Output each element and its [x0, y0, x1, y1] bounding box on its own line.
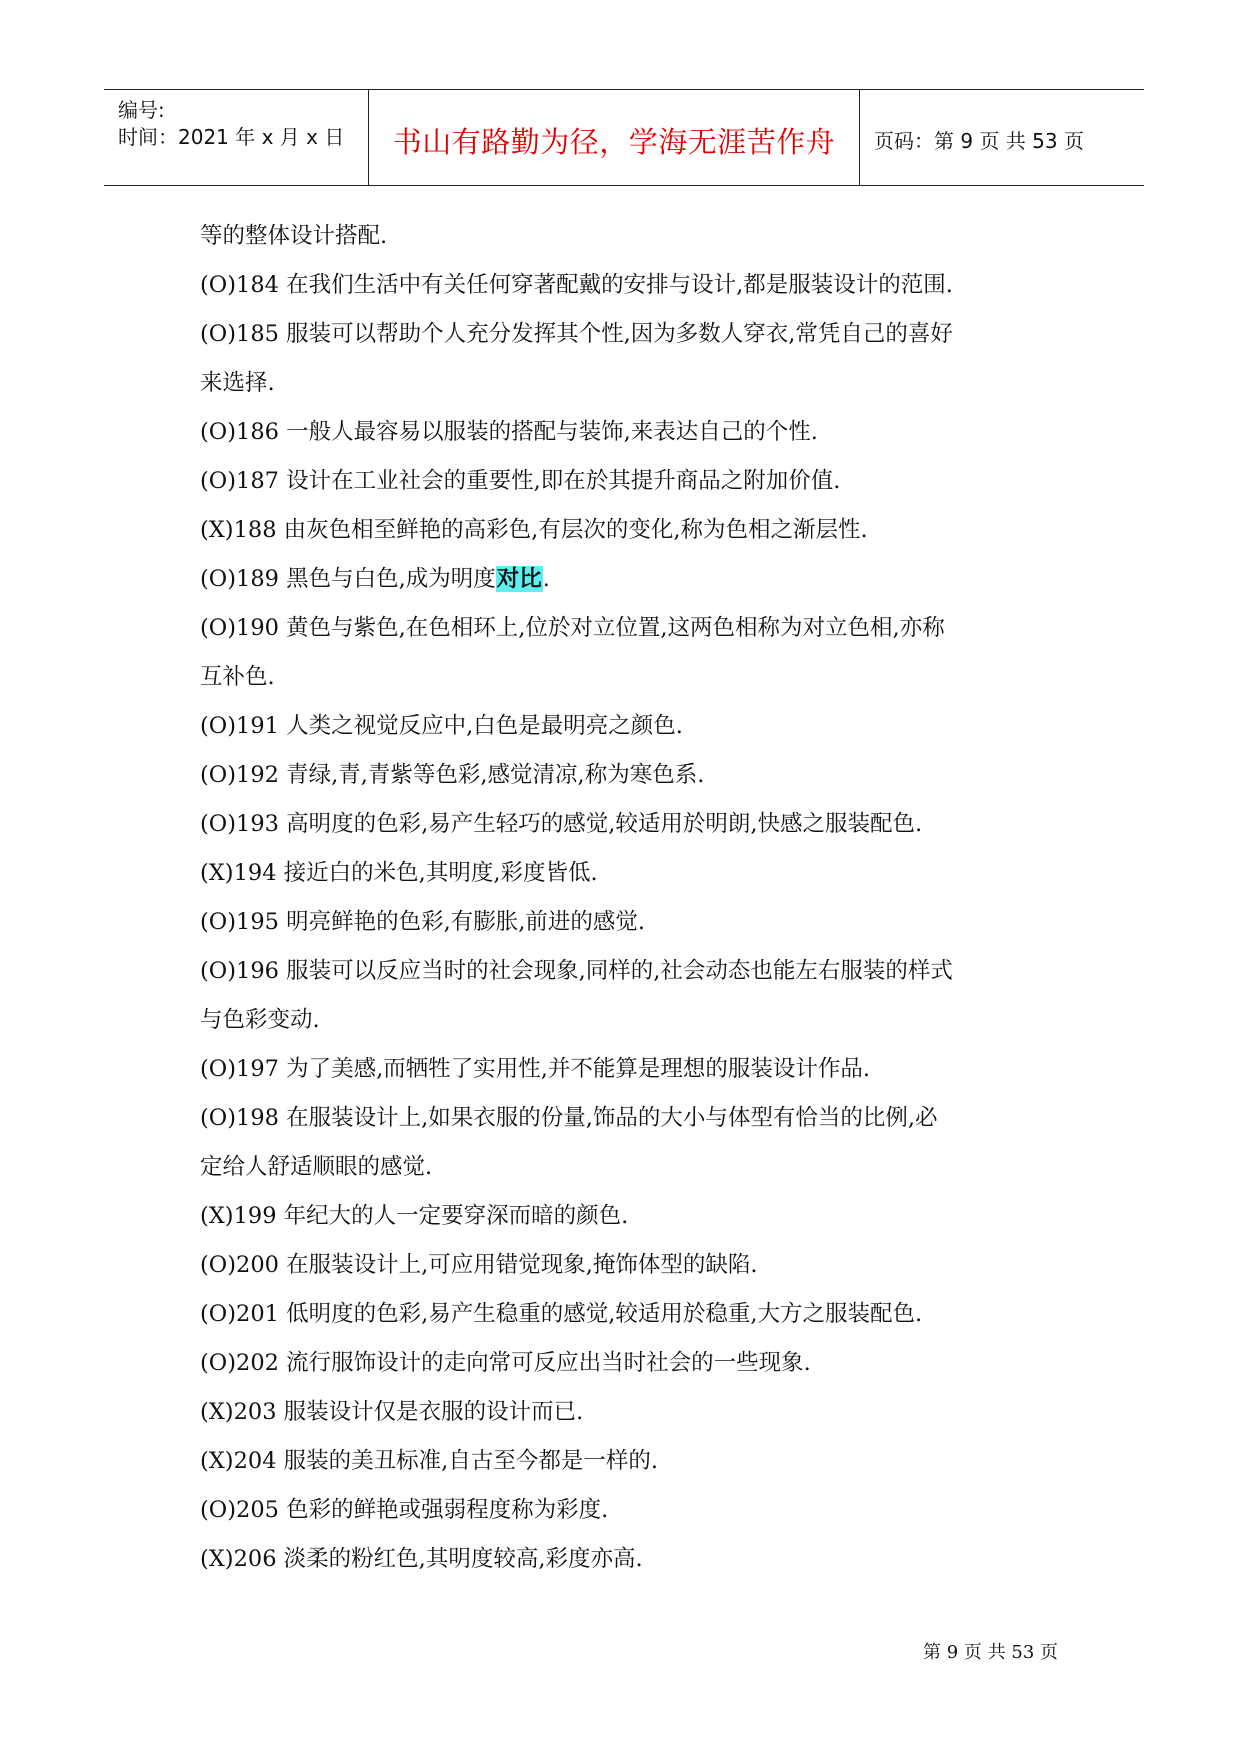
line-text: (O)184 在我们生活中有关任何穿著配戴的安排与设计,都是服装设计的范围. — [200, 272, 953, 298]
text-line — [200, 849, 1060, 898]
text-line — [200, 800, 1060, 849]
text-line — [200, 1094, 1060, 1143]
motto-text: 书山有路勤为径，学海无涯苦作舟 — [392, 125, 836, 159]
document-body — [200, 212, 1060, 1584]
text-line — [200, 555, 1060, 604]
text-line — [200, 947, 1060, 996]
line-text: (O)205 色彩的鲜艳或强弱程度称为彩度. — [200, 1497, 609, 1523]
line-text: (O)196 服装可以反应当时的社会现象,同样的,社会动态也能左右服装的样式 — [200, 958, 953, 984]
text-line — [200, 359, 1060, 408]
text-line — [200, 1339, 1060, 1388]
document-number-label: 编号: — [118, 98, 165, 122]
line-text: 与色彩变动. — [200, 1007, 320, 1033]
header-middle-cell — [368, 90, 860, 185]
text-line — [200, 1437, 1060, 1486]
line-text: 定给人舒适顺眼的感觉. — [200, 1154, 433, 1180]
text-line — [200, 506, 1060, 555]
line-text: (O)191 人类之视觉反应中,白色是最明亮之颜色. — [200, 713, 683, 739]
line-text: (O)190 黄色与紫色,在色相环上,位於对立位置,这两色相称为对立色相,亦称 — [200, 615, 945, 641]
line-text: (O)192 青绿,青,青紫等色彩,感觉清凉,称为寒色系. — [200, 762, 705, 788]
line-text: 来选择. — [200, 370, 275, 396]
text-line — [200, 702, 1060, 751]
text-line — [200, 1535, 1060, 1584]
text-line — [200, 898, 1060, 947]
line-text: (X)203 服装设计仅是衣服的设计而已. — [200, 1399, 584, 1425]
line-text: (O)200 在服装设计上,可应用错觉现象,掩饰体型的缺陷. — [200, 1252, 758, 1278]
line-text: (O)198 在服装设计上,如果衣服的份量,饰品的大小与体型有恰当的比例,必 — [200, 1105, 938, 1131]
highlighted-text: 对比 — [496, 566, 542, 592]
line-text: (X)194 接近白的米色,其明度,彩度皆低. — [200, 860, 598, 886]
header-right-cell — [860, 90, 1144, 185]
text-line — [200, 1486, 1060, 1535]
text-line — [200, 310, 1060, 359]
line-text: (X)204 服装的美丑标准,自古至今都是一样的. — [200, 1448, 658, 1474]
line-text: (X)188 由灰色相至鲜艳的高彩色,有层次的变化,称为色相之渐层性. — [200, 517, 868, 543]
line-text: (O)197 为了美感,而牺牲了实用性,并不能算是理想的服装设计作品. — [200, 1056, 871, 1082]
text-line — [200, 604, 1060, 653]
line-text-after: . — [542, 566, 550, 592]
text-line — [200, 212, 1060, 261]
text-line — [200, 1241, 1060, 1290]
line-text: (X)199 年纪大的人一定要穿深而暗的颜色. — [200, 1203, 629, 1229]
text-line — [200, 1388, 1060, 1437]
line-text: (X)206 淡柔的粉红色,其明度较高,彩度亦高. — [200, 1546, 643, 1572]
page-footer: 第 9 页 共 53 页 — [923, 1642, 1058, 1663]
text-line — [200, 653, 1060, 702]
text-line — [200, 261, 1060, 310]
line-text: (O)201 低明度的色彩,易产生稳重的感觉,较适用於稳重,大方之服装配色. — [200, 1301, 923, 1327]
line-text: (O)202 流行服饰设计的走向常可反应出当时社会的一些现象. — [200, 1350, 811, 1376]
page-code-label: 页码：第 9 页 共 53 页 — [874, 129, 1084, 153]
document-time-label: 时间：2021 年 x 月 x 日 — [118, 125, 345, 149]
text-line — [200, 1143, 1060, 1192]
line-text: 等的整体设计搭配. — [200, 223, 388, 249]
text-line — [200, 457, 1060, 506]
text-line — [200, 996, 1060, 1045]
line-text: (O)193 高明度的色彩,易产生轻巧的感觉,较适用於明朗,快感之服装配色. — [200, 811, 923, 837]
header-left-cell — [104, 90, 368, 185]
line-text: (O)185 服装可以帮助个人充分发挥其个性,因为多数人穿衣,常凭自己的喜好 — [200, 321, 953, 347]
text-line — [200, 751, 1060, 800]
text-line — [200, 1192, 1060, 1241]
page-header — [104, 89, 1144, 186]
text-line — [200, 408, 1060, 457]
line-text: (O)195 明亮鲜艳的色彩,有膨胀,前进的感觉. — [200, 909, 646, 935]
line-text: (O)189 黑色与白色,成为明度 — [200, 566, 496, 592]
line-text: 互补色. — [200, 664, 275, 690]
text-line — [200, 1045, 1060, 1094]
line-text: (O)186 一般人最容易以服装的搭配与装饰,来表达自己的个性. — [200, 419, 818, 445]
line-text: (O)187 设计在工业社会的重要性,即在於其提升商品之附加价值. — [200, 468, 841, 494]
text-line — [200, 1290, 1060, 1339]
